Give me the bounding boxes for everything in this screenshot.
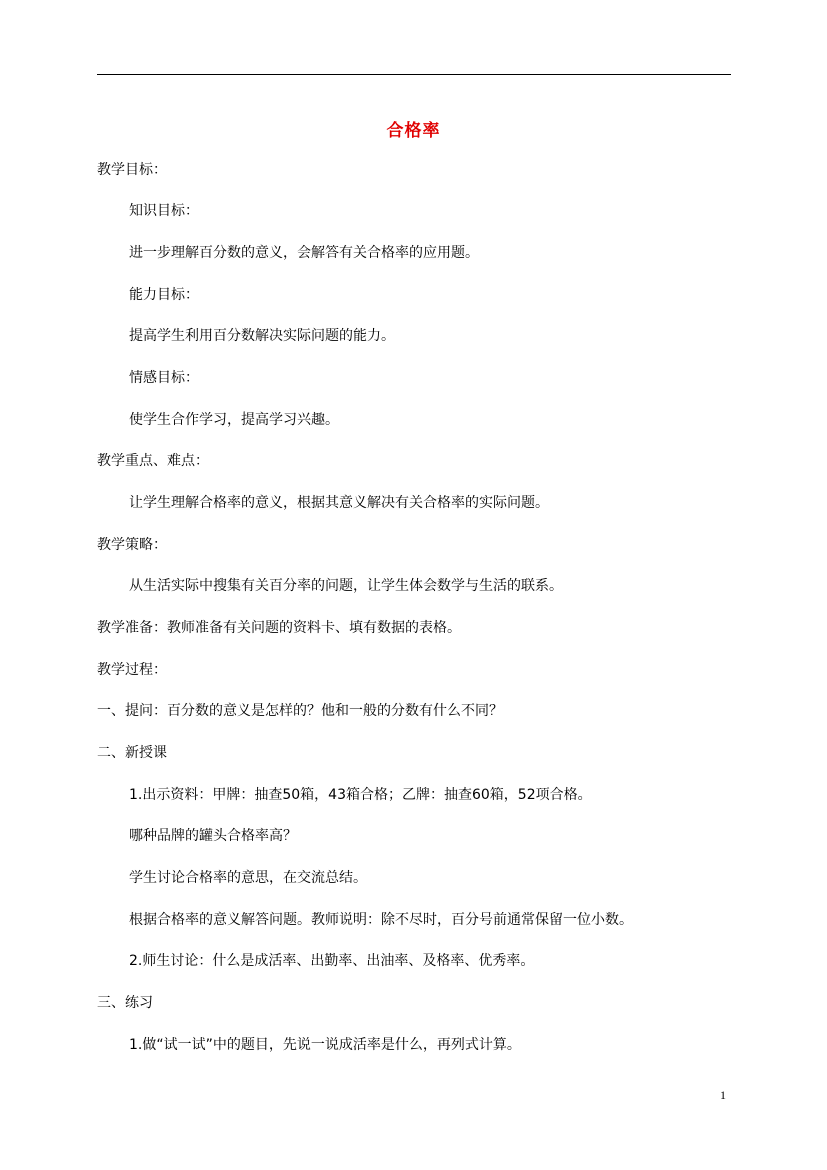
paragraph-ability-goals: 提高学生利用百分数解决实际问题的能力。 — [129, 328, 395, 344]
page-number: 1 — [720, 1088, 726, 1102]
subheading-ability-goals: 能力目标： — [129, 287, 199, 303]
header-rule — [97, 74, 731, 75]
page-title: 合格率 — [386, 121, 441, 141]
paragraph-emotion-goals: 使学生合作学习，提高学习兴趣。 — [129, 412, 339, 428]
paragraph-strategy: 从生活实际中搜集有关百分率的问题，让学生体会数学与生活的联系。 — [129, 578, 563, 594]
paragraph-exercise: 1.做“试一试”中的题目，先说一说成活率是什么，再列式计算。 — [129, 1037, 521, 1053]
paragraph-key-points: 让学生理解合格率的意义，根据其意义解决有关合格率的实际问题。 — [129, 495, 549, 511]
section-new-lesson: 二、新授课 — [97, 745, 167, 761]
heading-key-points: 教学重点、难点： — [97, 453, 209, 469]
paragraph-teacher-student: 2.师生讨论：什么是成活率、出勤率、出油率、及格率、优秀率。 — [129, 953, 535, 969]
section-practice: 三、练习 — [97, 995, 153, 1011]
heading-strategy: 教学策略： — [97, 537, 167, 553]
subheading-knowledge-goals: 知识目标： — [129, 203, 199, 219]
paragraph-discussion: 学生讨论合格率的意思，在交流总结。 — [129, 870, 367, 886]
paragraph-preparation: 教学准备：教师准备有关问题的资料卡、填有数据的表格。 — [97, 620, 461, 636]
paragraph-materials: 1.出示资料：甲牌：抽查50箱，43箱合格；乙牌：抽查60箱，52项合格。 — [129, 787, 592, 803]
paragraph-knowledge-goals: 进一步理解百分数的意义，会解答有关合格率的应用题。 — [129, 245, 479, 261]
paragraph-answer: 根据合格率的意义解答问题。教师说明：除不尽时，百分号前通常保留一位小数。 — [129, 912, 633, 928]
section-question: 一、提问：百分数的意义是怎样的？他和一般的分数有什么不同？ — [97, 703, 503, 719]
paragraph-which-brand: 哪种品牌的罐头合格率高？ — [129, 828, 297, 844]
heading-process: 教学过程： — [97, 662, 167, 678]
subheading-emotion-goals: 情感目标： — [129, 370, 199, 386]
heading-teaching-goals: 教学目标： — [97, 162, 167, 178]
